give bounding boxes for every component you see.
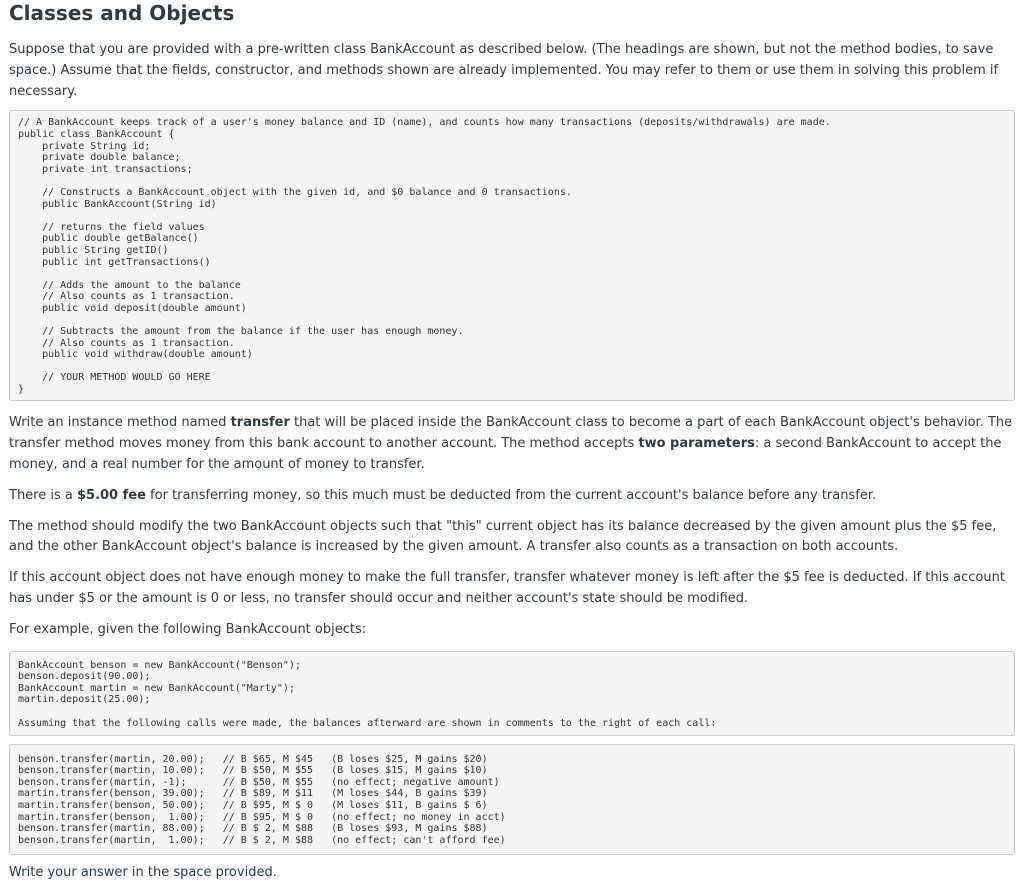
intro-paragraph: Suppose that you are provided with a pre-written class BankAccount as described below. (The headings are shown, but not the method bodies, to save space.) Assume that the fields, constructor, and methods shown are already implemented. You may refer to them or use them in solving this problem if necessary. xyxy=(9,42,999,99)
calls-code-block: benson.transfer(martin, 20.00); // B $65, M $45 (B loses $25, M gains $20) benson.transfer(martin, 10.00); // B $50, M $55 (B loses $15, M gains $10) benson.transfer(martin, -1); // B $50, M $55 (no effect; negative amount) martin.transfer(benson, 39.00); // B $89, M $11 (M loses $44, B gains $39) martin.transfer(benson, 50.00); // B $95, M $ 0 (M loses $11, B gains $ 6) martin.transfer(benson, 1.00); // B $95, M $ 0 (no effect; no money in acct) benson.transfer(martin, 88.00); // B $ 2, M $88 (B loses $93, M gains $88) benson.transfer(martin, 1.00); // B $ 2, M $88 (no effect; can't afford fee) xyxy=(9,744,1015,855)
instructions-text: Write an instance method named xyxy=(9,415,231,431)
fee-text: There is a xyxy=(9,487,77,503)
instructions-text: that will be placed inside the BankAccount class to become a part of each BankAccount object's behavior. The transfer method moves money from this bank account to another account. The method accepts xyxy=(9,415,1013,452)
instructions-paragraph xyxy=(9,413,1015,475)
fee-emphasis: $5.00 fee xyxy=(76,487,146,503)
modify-paragraph: The method should modify the two BankAccount objects such that "this" current object has its balance decreased by the given amount plus the $5 fee, and the other BankAccount object's balance is increased by the given amount. A transfer also counts as a transaction on both accounts. xyxy=(9,518,997,555)
instructions-text: : a second BankAccount to accept the money, and a real number for the amount of money to transfer. xyxy=(9,436,1002,472)
fee-paragraph xyxy=(9,486,1015,507)
method-name: transfer xyxy=(230,415,290,431)
class-code-block: // A BankAccount keeps track of a user's money balance and ID (name), and counts how many transactions (deposits/withdrawals) are made. public class BankAccount { private String id; private double balance; private int transactions; // Constructs a BankAccount object with the given id, and $0 balance and 0 transactions. public BankAccount(String id) // returns the field values public double getBalance() public String getID() public int getTransactions() // Adds the amount to the balance // Also counts as 1 transaction. public void deposit(double amount) // Subtracts the amount from the balance if the user has enough money. // Also counts as 1 transaction. public void withdraw(double amount) // YOUR METHOD WOULD GO HERE } xyxy=(9,110,1015,401)
fee-text: for transferring money, so this much must be deducted from the current account's balance before any transfer. xyxy=(145,487,877,503)
footer-instruction: Write your answer in the space provided. xyxy=(9,864,277,880)
insufficient-funds-paragraph: If this account object does not have enough money to make the full transfer, transfer whatever money is left after the $5 fee is deducted. If this account has under $5 or the amount is 0 or less, no transfer should occur and neither account's state should be modified. xyxy=(9,570,1005,606)
page-title: Classes and Objects xyxy=(9,1,235,25)
parameters-emphasis: two parameters xyxy=(638,436,755,452)
example-intro-paragraph: For example, given the following BankAccount objects: xyxy=(9,621,367,637)
example-code-block: BankAccount benson = new BankAccount("Benson"); benson.deposit(90.00); BankAccount martin = new BankAccount("Marty"); martin.deposit(25.00); Assuming that the following calls were made, the balances afterward are shown in comments to the right of each call: xyxy=(9,651,1015,736)
